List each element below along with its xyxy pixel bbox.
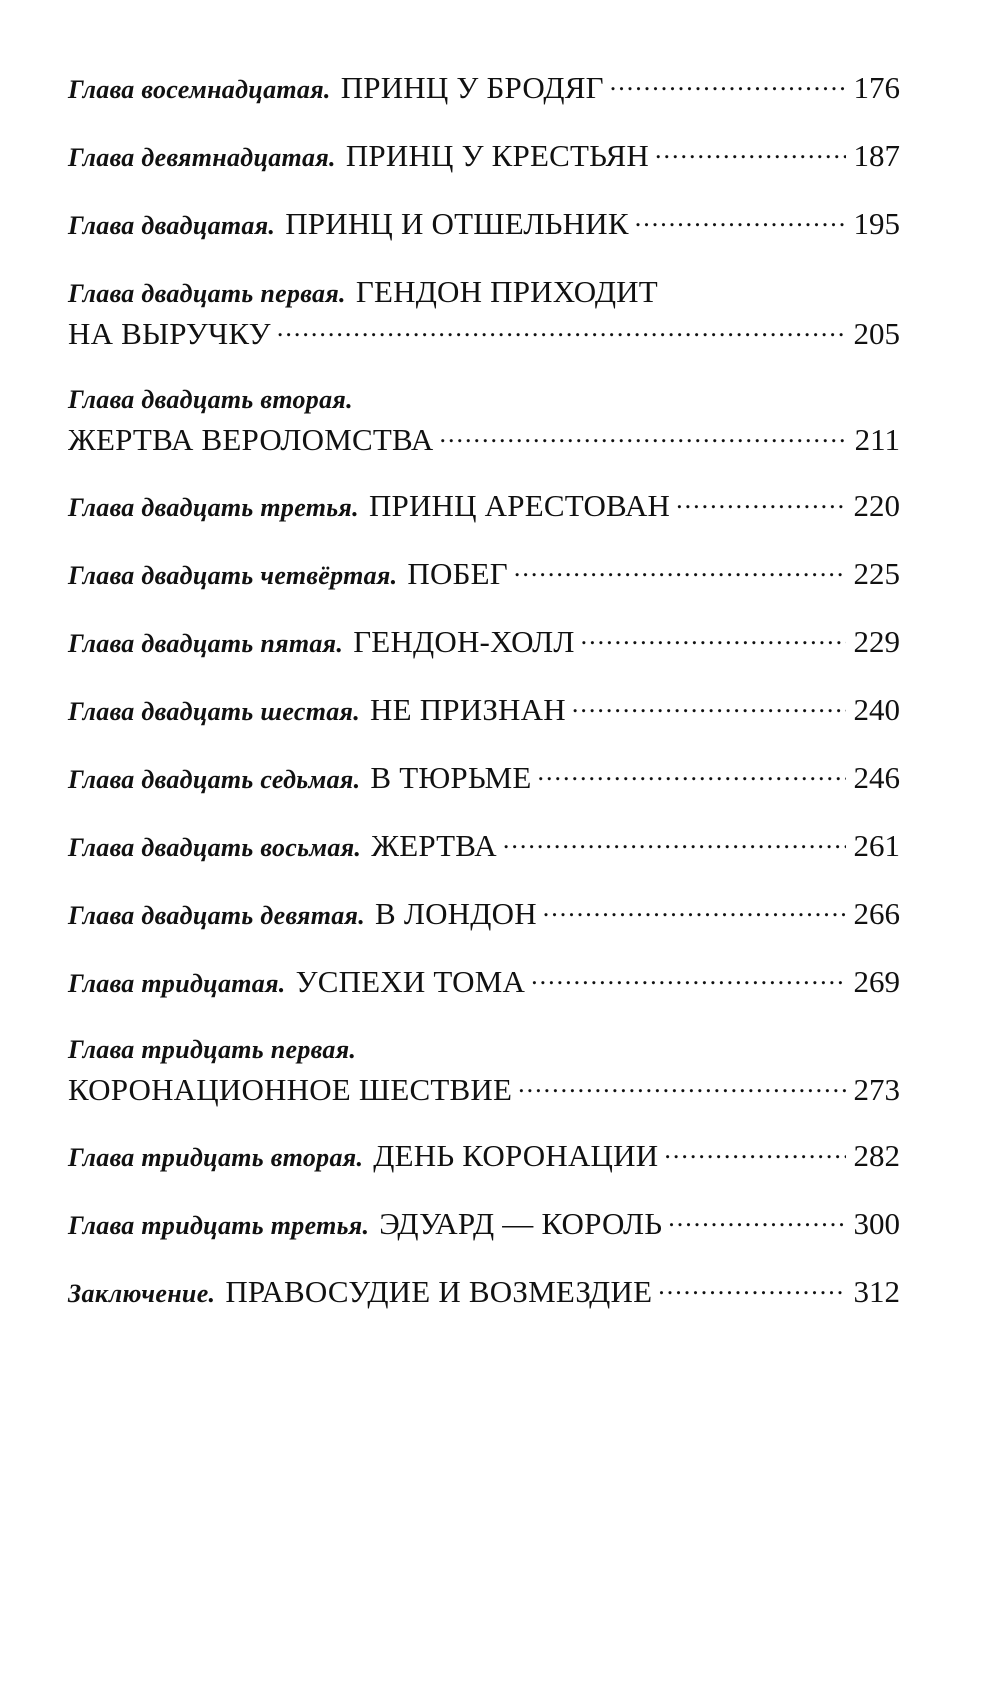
chapter-label: Глава тридцатая. <box>68 969 286 998</box>
page-number: 229 <box>853 624 900 659</box>
dot-leader <box>658 1272 845 1302</box>
page-number: 187 <box>853 138 900 173</box>
toc-entry-ch18 <box>68 68 900 110</box>
toc-entry-ch21 <box>68 272 900 354</box>
chapter-label: Глава тридцать вторая. <box>68 1143 364 1172</box>
toc-entry-ch20 <box>68 204 900 246</box>
page-number: 195 <box>853 206 900 241</box>
dot-leader <box>518 1070 845 1100</box>
dot-leader <box>676 486 845 516</box>
chapter-title: ГЕНДОН-ХОЛЛ <box>353 624 575 659</box>
dot-leader <box>581 622 846 652</box>
chapter-label: Глава двадцать четвёртая. <box>68 561 398 590</box>
dot-leader <box>277 314 846 344</box>
page-number: 312 <box>853 1274 900 1309</box>
toc-entry-ch19 <box>68 136 900 178</box>
toc-entry-ch32 <box>68 1136 900 1178</box>
chapter-title: ПРАВОСУДИЕ И ВОЗМЕЗДИЕ <box>225 1274 653 1309</box>
chapter-title: ЖЕРТВА ВЕРОЛОМСТВА <box>68 422 434 457</box>
chapter-label: Глава двадцать шестая. <box>68 697 361 726</box>
dot-leader <box>514 554 846 584</box>
page-number: 261 <box>853 828 900 863</box>
chapter-label: Глава двадцатая. <box>68 211 276 240</box>
dot-leader <box>664 1136 845 1166</box>
chapter-label: Глава тридцать первая. <box>68 1035 357 1064</box>
chapter-label: Глава двадцать седьмая. <box>68 765 361 794</box>
chapter-title-line2: НА ВЫРУЧКУ <box>68 316 271 351</box>
page-number: 205 <box>853 316 900 351</box>
page-number: 246 <box>853 760 900 795</box>
page-number: 282 <box>853 1138 900 1173</box>
chapter-title: ЭДУАРД — КОРОЛЬ <box>379 1206 663 1241</box>
toc-entry-ch30 <box>68 962 900 1004</box>
toc-entry-ch22 <box>68 380 900 460</box>
dot-leader <box>440 420 846 450</box>
page-number: 273 <box>853 1072 900 1107</box>
chapter-label: Глава тридцать третья. <box>68 1211 370 1240</box>
page-number: 269 <box>853 964 900 999</box>
dot-leader <box>503 826 846 856</box>
dot-leader <box>572 690 846 720</box>
toc-entry-ch24 <box>68 554 900 596</box>
chapter-label: Глава двадцать восьмая. <box>68 833 362 862</box>
chapter-title: УСПЕХИ ТОМА <box>295 964 526 999</box>
chapter-title-line1: ГЕНДОН ПРИХОДИТ <box>355 274 658 309</box>
chapter-label: Глава восемнадцатая. <box>68 75 331 104</box>
chapter-title: КОРОНАЦИОННОЕ ШЕСТВИЕ <box>68 1072 513 1107</box>
chapter-label: Глава двадцать девятая. <box>68 901 366 930</box>
chapter-label: Глава двадцать третья. <box>68 493 359 522</box>
chapter-title: ПРИНЦ У КРЕСТЬЯН <box>345 138 649 173</box>
toc-entry-ch33 <box>68 1204 900 1246</box>
page-number: 240 <box>853 692 900 727</box>
chapter-label: Глава двадцать пятая. <box>68 629 344 658</box>
chapter-label: Глава девятнадцатая. <box>68 143 336 172</box>
page-number: 225 <box>853 556 900 591</box>
dot-leader <box>538 758 846 788</box>
toc-entry-ch29 <box>68 894 900 936</box>
chapter-title: ПРИНЦ АРЕСТОВАН <box>368 488 671 523</box>
dot-leader <box>543 894 846 924</box>
chapter-label: Заключение. <box>68 1279 216 1308</box>
page-number: 300 <box>853 1206 900 1241</box>
dot-leader <box>668 1204 845 1234</box>
toc-entry-ch28 <box>68 826 900 868</box>
page-number: 211 <box>854 422 900 457</box>
toc-entry-ch23 <box>68 486 900 528</box>
page-number: 220 <box>853 488 900 523</box>
chapter-title: ПРИНЦ И ОТШЕЛЬНИК <box>285 206 629 241</box>
page-number: 266 <box>853 896 900 931</box>
dot-leader <box>635 204 846 234</box>
dot-leader <box>610 68 846 98</box>
chapter-title: ПРИНЦ У БРОДЯГ <box>340 70 604 105</box>
toc-entry-ch27 <box>68 758 900 800</box>
chapter-title: В ТЮРЬМЕ <box>370 760 532 795</box>
toc-entry-ch25 <box>68 622 900 664</box>
toc-entry-ch31 <box>68 1030 900 1110</box>
chapter-title: НЕ ПРИЗНАН <box>370 692 566 727</box>
chapter-title: ЖЕРТВА <box>371 828 497 863</box>
toc-entry-conclusion <box>68 1272 900 1314</box>
chapter-title: ПОБЕГ <box>407 556 508 591</box>
page-number: 176 <box>853 70 900 105</box>
chapter-label: Глава двадцать вторая. <box>68 385 353 414</box>
table-of-contents <box>68 68 900 1340</box>
dot-leader <box>655 136 846 166</box>
chapter-title: В ЛОНДОН <box>375 896 537 931</box>
chapter-title: ДЕНЬ КОРОНАЦИИ <box>373 1138 659 1173</box>
toc-entry-ch26 <box>68 690 900 732</box>
chapter-label: Глава двадцать первая. <box>68 279 346 308</box>
dot-leader <box>531 962 845 992</box>
